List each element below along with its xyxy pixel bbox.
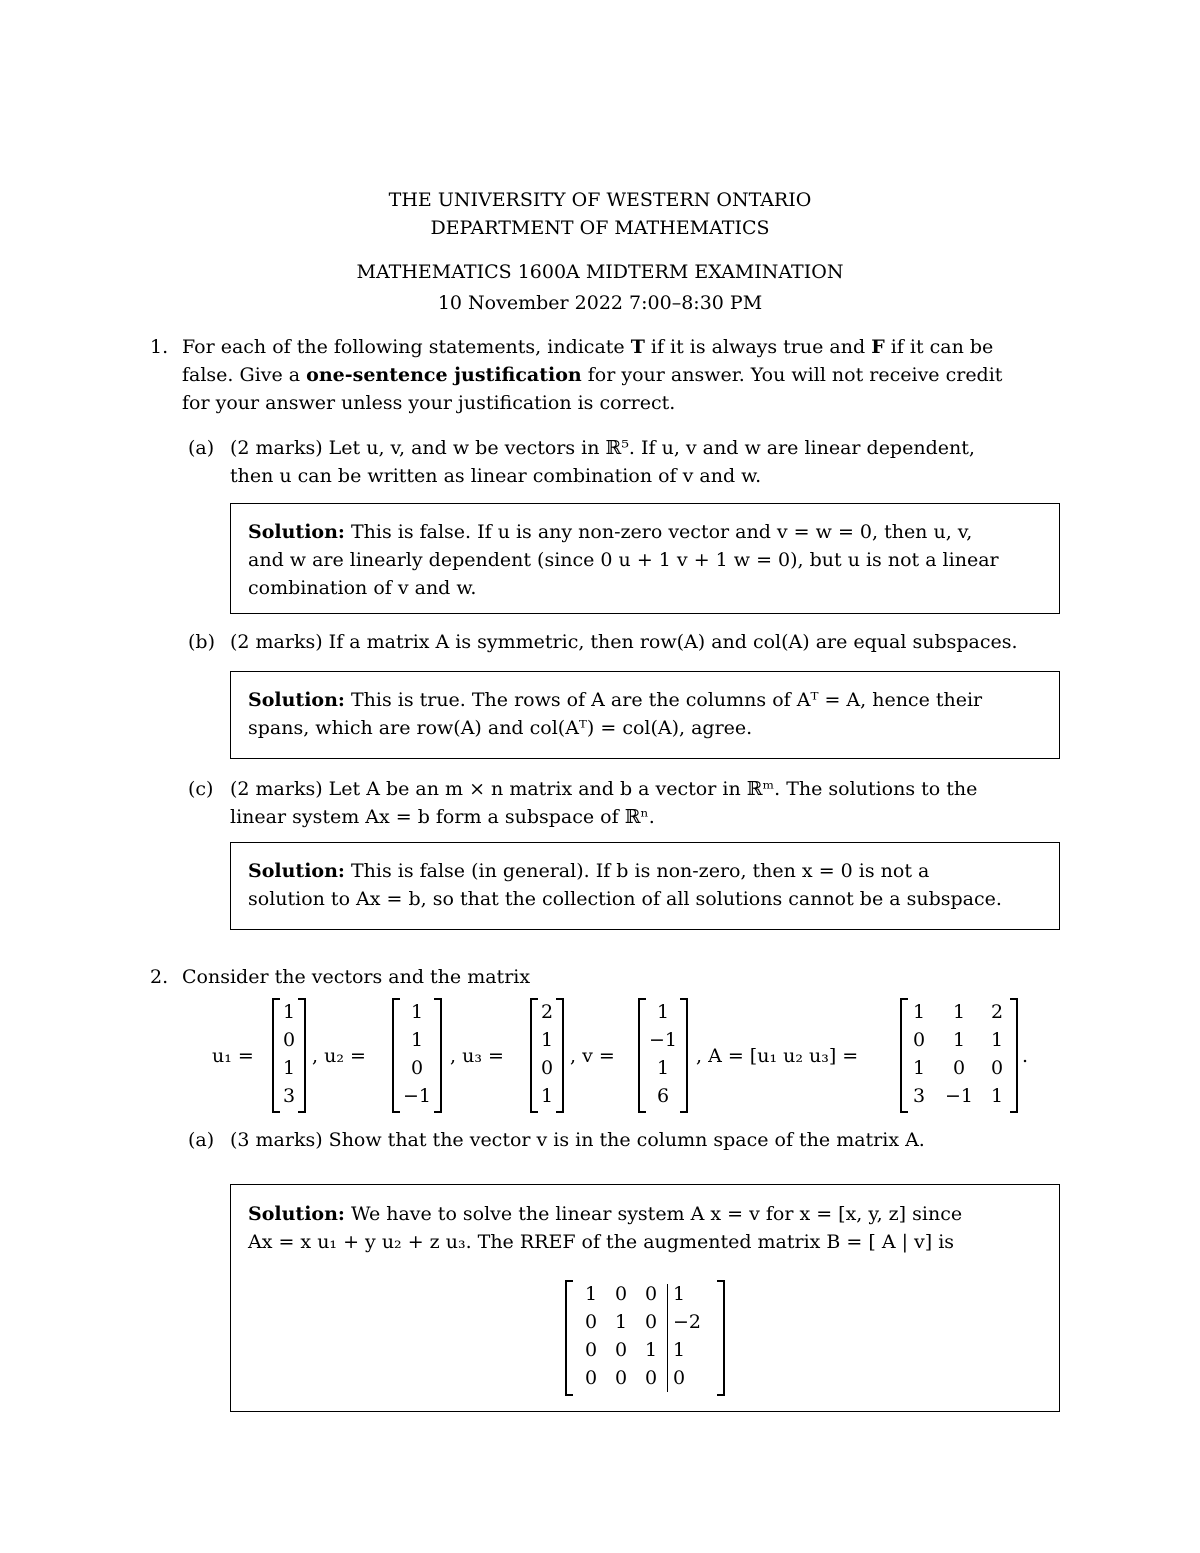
A-entry: 1	[912, 1057, 926, 1079]
q1-number: 1.	[150, 336, 169, 358]
A-entry: 3	[912, 1085, 926, 1107]
A-entry: 2	[990, 1001, 1004, 1023]
u3-vector	[530, 998, 564, 1113]
q1b-label: (b)	[188, 631, 215, 653]
rref-entry: 1	[614, 1311, 628, 1333]
u1-entry: 1	[282, 1001, 296, 1023]
u1-entry: 1	[282, 1057, 296, 1079]
rref-entry: 0	[584, 1311, 598, 1333]
rref-augmented-entry: 0	[673, 1367, 686, 1389]
q1a-line2: then u can be written as linear combination of v and w.	[230, 465, 762, 487]
rref-entry: 0	[644, 1283, 658, 1305]
q1a-solution-line1: Solution: This is false. If u is any non-zero vector and v = w = 0, then u, v,	[248, 521, 973, 543]
rref-entry: 0	[584, 1367, 598, 1389]
u2-vector	[392, 998, 442, 1113]
A-matrix	[900, 998, 1018, 1113]
A-entry: 0	[912, 1029, 926, 1051]
exam-title: MATHEMATICS 1600A MIDTERM EXAMINATION	[356, 261, 844, 283]
rref-augmented-entry: 1	[673, 1283, 686, 1305]
A-entry: −1	[944, 1085, 973, 1107]
u3-label: , u₃ =	[450, 1045, 504, 1067]
q2a-solution-line2: Ax = x u₁ + y u₂ + z u₃. The RREF of the augmented matrix B = [ A | v] is	[248, 1231, 955, 1253]
rref-left-bracket	[565, 1280, 573, 1396]
rref-augmented-entry: 1	[673, 1339, 686, 1361]
A-label: , A = [u₁ u₂ u₃] =	[696, 1045, 859, 1067]
department-name: DEPARTMENT OF MATHEMATICS	[430, 217, 770, 239]
q1c-line2: linear system Ax = b form a subspace of ℝⁿ.	[230, 806, 655, 828]
augment-separator	[667, 1284, 668, 1392]
rref-entry: 0	[644, 1367, 658, 1389]
u1-entry: 3	[282, 1085, 296, 1107]
A-entry: 1	[952, 1029, 966, 1051]
q1a-solution-box	[230, 503, 1060, 614]
A-entry: 1	[912, 1001, 926, 1023]
rref-entry: 1	[584, 1283, 598, 1305]
q2a-solution-box	[230, 1184, 1060, 1412]
u3-entry: 0	[540, 1057, 554, 1079]
q1c-solution-box	[230, 842, 1060, 930]
A-entry: 1	[990, 1029, 1004, 1051]
u1-vector	[272, 998, 306, 1113]
q1-intro-line1: For each of the following statements, indicate T if it is always true and F if it can be	[182, 336, 994, 358]
rref-entry: 0	[584, 1339, 598, 1361]
q2-number: 2.	[150, 966, 169, 988]
u2-entry: −1	[402, 1085, 431, 1107]
rref-right-bracket	[717, 1280, 725, 1396]
u3-entry: 2	[540, 1001, 554, 1023]
u2-label: , u₂ =	[312, 1045, 366, 1067]
u2-entry: 1	[410, 1001, 424, 1023]
u1-entry: 0	[282, 1029, 296, 1051]
q1c-solution-line2: solution to Ax = b, so that the collection of all solutions cannot be a subspace.	[248, 888, 1002, 910]
rref-entry: 0	[644, 1311, 658, 1333]
q1c-label: (c)	[188, 778, 214, 800]
u3-entry: 1	[540, 1029, 554, 1051]
q1b-line1: (2 marks) If a matrix A is symmetric, then row(A) and col(A) are equal subspaces.	[230, 631, 1018, 653]
q1-intro-line3: for your answer unless your justification is correct.	[182, 392, 676, 414]
q1-intro-line2: false. Give a one-sentence justification for your answer. You will not receive credit	[182, 364, 1003, 386]
q2-intro: Consider the vectors and the matrix	[182, 966, 531, 988]
v-entry: 1	[656, 1001, 670, 1023]
q1c-line1: (2 marks) Let A be an m × n matrix and b a vector in ℝᵐ. The solutions to the	[230, 778, 978, 800]
university-name: THE UNIVERSITY OF WESTERN ONTARIO	[388, 189, 812, 211]
rref-entry: 1	[644, 1339, 658, 1361]
q1a-label: (a)	[188, 437, 215, 459]
v-label: , v =	[570, 1045, 615, 1067]
v-entry: 1	[656, 1057, 670, 1079]
q2a-solution-line1: Solution: We have to solve the linear system A x = v for x = [x, y, z] since	[248, 1203, 963, 1225]
q1a-solution-line2: and w are linearly dependent (since 0 u + 1 v + 1 w = 0), but u is not a linear	[248, 549, 999, 571]
exam-date-time: 10 November 2022 7:00–8:30 PM	[437, 292, 763, 314]
q2a-line1: (3 marks) Show that the vector v is in the column space of the matrix A.	[230, 1129, 925, 1151]
A-right-bracket	[1010, 998, 1018, 1113]
q2a-label: (a)	[188, 1129, 215, 1151]
rref-matrix	[565, 1280, 725, 1396]
A-entry: 0	[990, 1057, 1004, 1079]
rref-entry: 0	[614, 1283, 628, 1305]
A-entry: 1	[990, 1085, 1004, 1107]
rref-entry: 0	[614, 1339, 628, 1361]
q1a-line1: (2 marks) Let u, v, and w be vectors in ℝ⁵. If u, v and w are linear dependent,	[230, 437, 975, 459]
u3-entry: 1	[540, 1085, 554, 1107]
q1a-solution-line3: combination of v and w.	[248, 577, 477, 599]
matrix-period: .	[1022, 1045, 1029, 1067]
u2-entry: 0	[410, 1057, 424, 1079]
rref-entry: 0	[614, 1367, 628, 1389]
rref-augmented-entry: −2	[673, 1311, 702, 1333]
A-entry: 0	[952, 1057, 966, 1079]
u1-label: u₁ =	[212, 1045, 254, 1067]
A-entry: 1	[952, 1001, 966, 1023]
v-entry: −1	[648, 1029, 677, 1051]
q1c-solution-line1: Solution: This is false (in general). If b is non-zero, then x = 0 is not a	[248, 860, 930, 882]
v-vector	[638, 998, 688, 1113]
q1b-solution-box	[230, 671, 1060, 759]
u2-entry: 1	[410, 1029, 424, 1051]
v-entry: 6	[656, 1085, 670, 1107]
q1b-solution-line2: spans, which are row(A) and col(Aᵀ) = col(A), agree.	[248, 717, 753, 739]
q1b-solution-line1: Solution: This is true. The rows of A are the columns of Aᵀ = A, hence their	[248, 689, 983, 711]
